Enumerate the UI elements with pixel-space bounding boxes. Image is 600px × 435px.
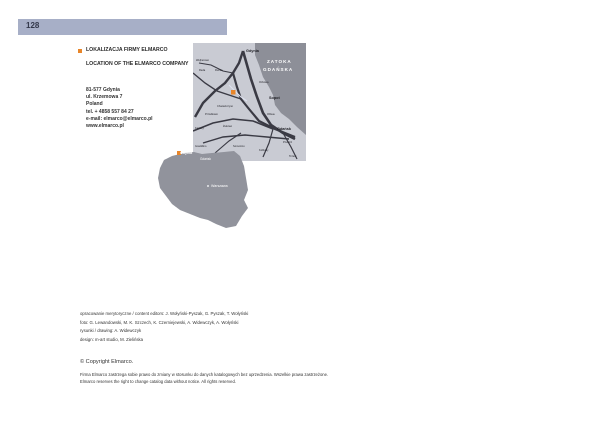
website-line[interactable]: www.elmarco.pl: [86, 123, 124, 130]
notice-line: Elmarco reserves the right to change catalog data without notice. All rights reserved.: [80, 378, 236, 384]
company-location-marker[interactable]: [231, 90, 236, 95]
address-line: ul. Krzemowa 7: [86, 94, 123, 101]
poland-shape: [158, 151, 248, 228]
map-label-sopot: Sopot: [269, 96, 280, 100]
map-label-rumia: Rumia: [215, 69, 223, 72]
map-label-kartuzy: Kartuzy: [195, 127, 204, 130]
credits-line: design: m-art studio, M. Zielińska: [80, 337, 144, 343]
map-label-chwaszczyno: Chwaszczyno: [217, 105, 234, 108]
poland-label-gdansk: Gdańsk: [200, 157, 211, 161]
map-label-orlowo: Orłowo: [259, 80, 269, 84]
credits-line: foto: G. Lewandowski, M. K. Szczech, K. Czerniejewski, A. Widewczyk, A. Wołyński: [80, 319, 239, 325]
poland-map: [156, 148, 250, 230]
bullet-square-icon: [78, 49, 82, 53]
map-label-zukowo: Żukowo: [223, 125, 233, 128]
map-label-kolbudy: Kolbudy: [259, 149, 269, 152]
header-band: [18, 19, 227, 35]
address-line: 81-577 Gdynia: [86, 87, 120, 93]
notice-line: Firma Elmarco zastrzega sobie prawo do zmiany w stosunku do danych katalogowych bez uprzedzenia. Wszelkie prawa zastrzeżone.: [80, 372, 329, 377]
address-line: Poland: [86, 101, 103, 108]
page-number: 128: [26, 21, 40, 30]
region-map: [193, 43, 306, 161]
map-label-somonino: Somonino: [233, 145, 245, 148]
credits-block: [80, 310, 248, 345]
copyright-text: © Copyright Elmarco.: [80, 359, 134, 365]
credits-line: rysunki / drawing: A. Widewczyk: [80, 328, 142, 334]
map-label-pruszcz: Pruszcz: [283, 141, 293, 144]
map-label-gdynia: Gdynia: [246, 49, 259, 53]
legal-notice: [80, 372, 328, 385]
section-title-pl: LOKALIZACJA FIRMY ELMARCO: [86, 47, 168, 53]
section-title-en: LOCATION OF THE ELMARCO COMPANY: [86, 61, 189, 67]
map-label-wejherowo: Wejherowo: [196, 59, 209, 62]
map-label-oliwa: Oliwa: [267, 112, 275, 116]
map-label-bay-1: ZATOKA: [267, 59, 292, 64]
map-label-reda: Reda: [199, 69, 206, 72]
poland-label-gdynia: Gdynia: [180, 151, 193, 155]
email-line[interactable]: e-mail: elmarco@elmarco.pl: [86, 115, 153, 122]
warszawa-marker: [207, 185, 209, 187]
credits-line: opracowanie merytoryczne / content editors: J. Wołyński-Pyszak, G. Pyszak, T. Wołyński: [80, 311, 249, 316]
map-label-bay-2: GDAŃSKA: [263, 67, 294, 72]
map-label-gowidlino: Gowidlino: [195, 145, 207, 148]
map-label-gdansk: Gdańsk: [277, 127, 291, 131]
map-label-tczew: Tczew: [289, 155, 297, 158]
company-address: [86, 87, 153, 130]
map-label-przodkowo: Przodkowo: [205, 113, 218, 116]
phone-line: tel. + 4858 557 84 27: [86, 108, 134, 115]
poland-label-warszawa: Warszawa: [211, 184, 228, 188]
